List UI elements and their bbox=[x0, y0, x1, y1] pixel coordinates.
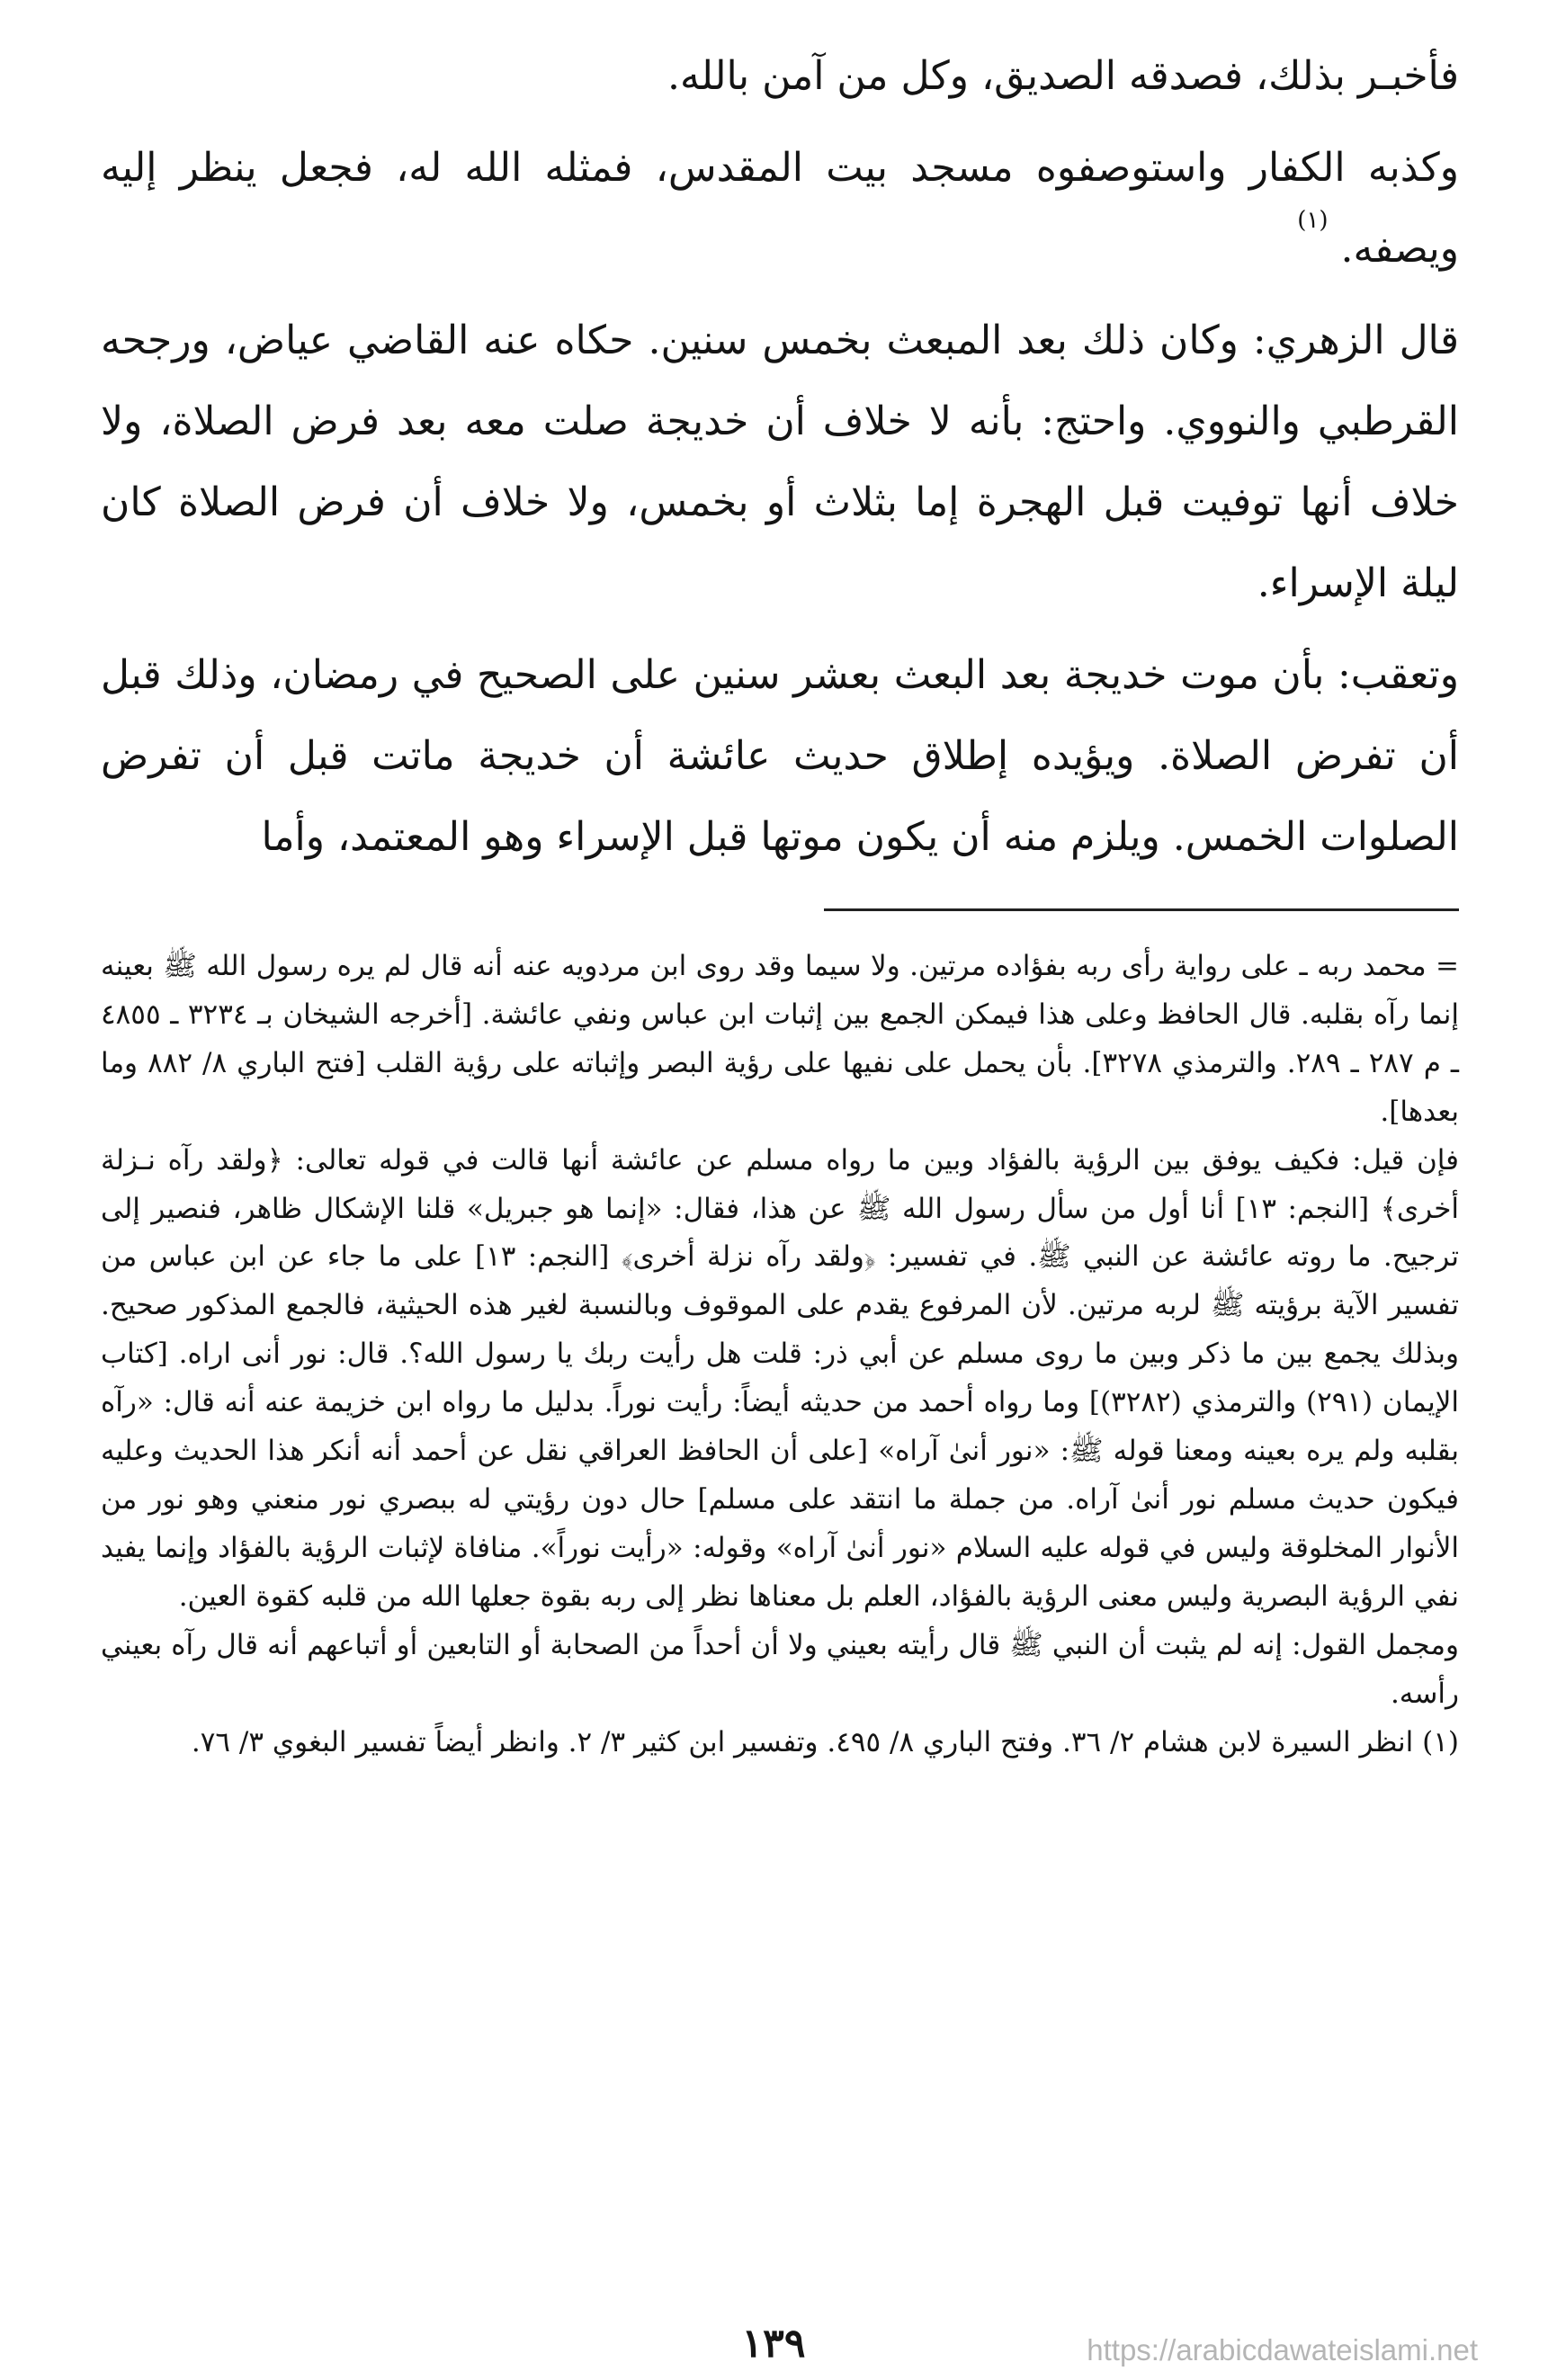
footnote-separator bbox=[824, 908, 1459, 911]
note-paragraph-1: = محمد ربه ـ على رواية رأى ربه بفؤاده مرتين. ولا سيما وقد روى ابن مردويه عنه أنه قال لم يره رسول الله ﷺ بعينه إنما رآه بقلبه. قال الحافظ وعلى هذا فيمكن الجمع بين إثبات ابن عباس ونفي عائشة. [أخرجه الشيخان بـ ٣٢٣٤ ـ ٤٨٥٥ ـ م ٢٨٧ ـ ٢٨٩. والترمذي ٣٢٧٨]. بأن يحمل على نفيها على رؤية البصر وإثباته على رؤية القلب [فتح الباري ٨/ ٨٨٢ وما بعدها]. bbox=[101, 950, 1460, 1128]
watermark-url: https://arabicdawateislami.net bbox=[1087, 2333, 1478, 2367]
footnotes bbox=[101, 943, 1459, 1767]
footnote-reference: (١) bbox=[1297, 207, 1329, 234]
footnote-1 bbox=[101, 1719, 1459, 1767]
main-paragraph-2 bbox=[101, 128, 1459, 290]
main-text bbox=[101, 36, 1459, 889]
main-paragraph-1: فأخبـر بذلك، فصدقه الصديق، وكل من آمن بالله. bbox=[667, 53, 1459, 99]
main-paragraph-3: قال الزهري: وكان ذلك بعد المبعث بخمس سنين. حكاه عنه القاضي عياض، ورجحه القرطبي والنووي. واحتج: بأنه لا خلاف أن خديجة صلت معه بعد فرض الصلاة، ولا خلاف أنها توفيت قبل الهجرة إما بثلاث أو بخمس، ولا خلاف أن فرض الصلاة كان ليلة الإسراء. bbox=[101, 318, 1459, 606]
main-paragraph-4: وتعقب: بأن موت خديجة بعد البعث بعشر سنين على الصحيح في رمضان، وذلك قبل أن تفرض الصلاة. ويؤيده إطلاق حديث عائشة أن خديجة ماتت قبل أن تفرض الصلوات الخمس. ويلزم منه أن يكون موتها قبل الإسراء وهو المعتمد، وأما bbox=[101, 652, 1459, 860]
main-paragraph-2-text: وكذبه الكفار واستوصفوه مسجد بيت المقدس، فمثله الله له، فجعل ينظر إليه ويصفه. bbox=[101, 145, 1459, 272]
note-paragraph-3: ومجمل القول: إنه لم يثبت أن النبي ﷺ قال رأيته بعيني ولا أن أحداً من الصحابة أو التابعين أو أتباعهم أنه قال رآه بعيني رأسه. bbox=[101, 1628, 1459, 1710]
footnote-1-text: انظر السيرة لابن هشام ٢/ ٣٦. وفتح الباري ٨/ ٤٩٥. وتفسير ابن كثير ٣/ ٢. وانظر أيضاً تفسير البغوي ٣/ ٧٦. bbox=[191, 1725, 1414, 1758]
page-number: ١٣٩ bbox=[741, 2321, 806, 2367]
note-paragraph-2: فإن قيل: فكيف يوفق بين الرؤية بالفؤاد وبين ما رواه مسلم عن عائشة أنها قالت في قوله تعالى: ﴿ولقد رآه نـزلة أخرى﴾ [النجم: ١٣] أنا أول من سأل رسول الله ﷺ عن هذا، فقال: «إنما هو جبريل» قلنا الإشكال ظاهر، فنصير إلى ترجيح. ما روته عائشة عن النبي ﷺ. في تفسير: ﴿ولقد رآه نزلة أخرى﴾ [النجم: ١٣] على ما جاء عن ابن عباس من تفسير الآية برؤيته ﷺ لربه مرتين. لأن المرفوع يقدم على الموقوف وبالنسبة لغير هذه الحيثية، فالجمع المذكور صحيح. وبذلك يجمع بين ما ذكر وبين ما روى مسلم عن أبي ذر: قلت هل رأيت ربك يا رسول الله؟. قال: نور أنى اراه. [كتاب الإيمان (٢٩١) والترمذي (٣٢٨٢)] وما رواه أحمد من حديثه أيضاً: رأيت نوراً. بدليل ما رواه ابن خزيمة عنه أنه قال: «رآه بقلبه ولم يره بعينه ومعنا قوله ﷺ: «نور أنىٰ آراه» [على أن الحافظ العراقي نقل عن أحمد أنه أنكر هذا الحديث وعليه فيكون حديث مسلم نور أنىٰ آراه. من جملة ما انتقد على مسلم] حال دون رؤيتي له ببصري نور منعني وهو نور من الأنوار المخلوقة وليس في قوله عليه السلام «نور أنىٰ آراه» وقوله: «رأيت نوراً». منافاة لإثبات الرؤية بالفؤاد وإنما يفيد نفي الرؤية البصرية وليس معنى الرؤية بالفؤاد، العلم بل معناها نظر إلى ربه بقوة جعلها الله من قلبه كقوة العين. bbox=[101, 1143, 1459, 1613]
footnote-1-number: (١) bbox=[1422, 1725, 1459, 1758]
